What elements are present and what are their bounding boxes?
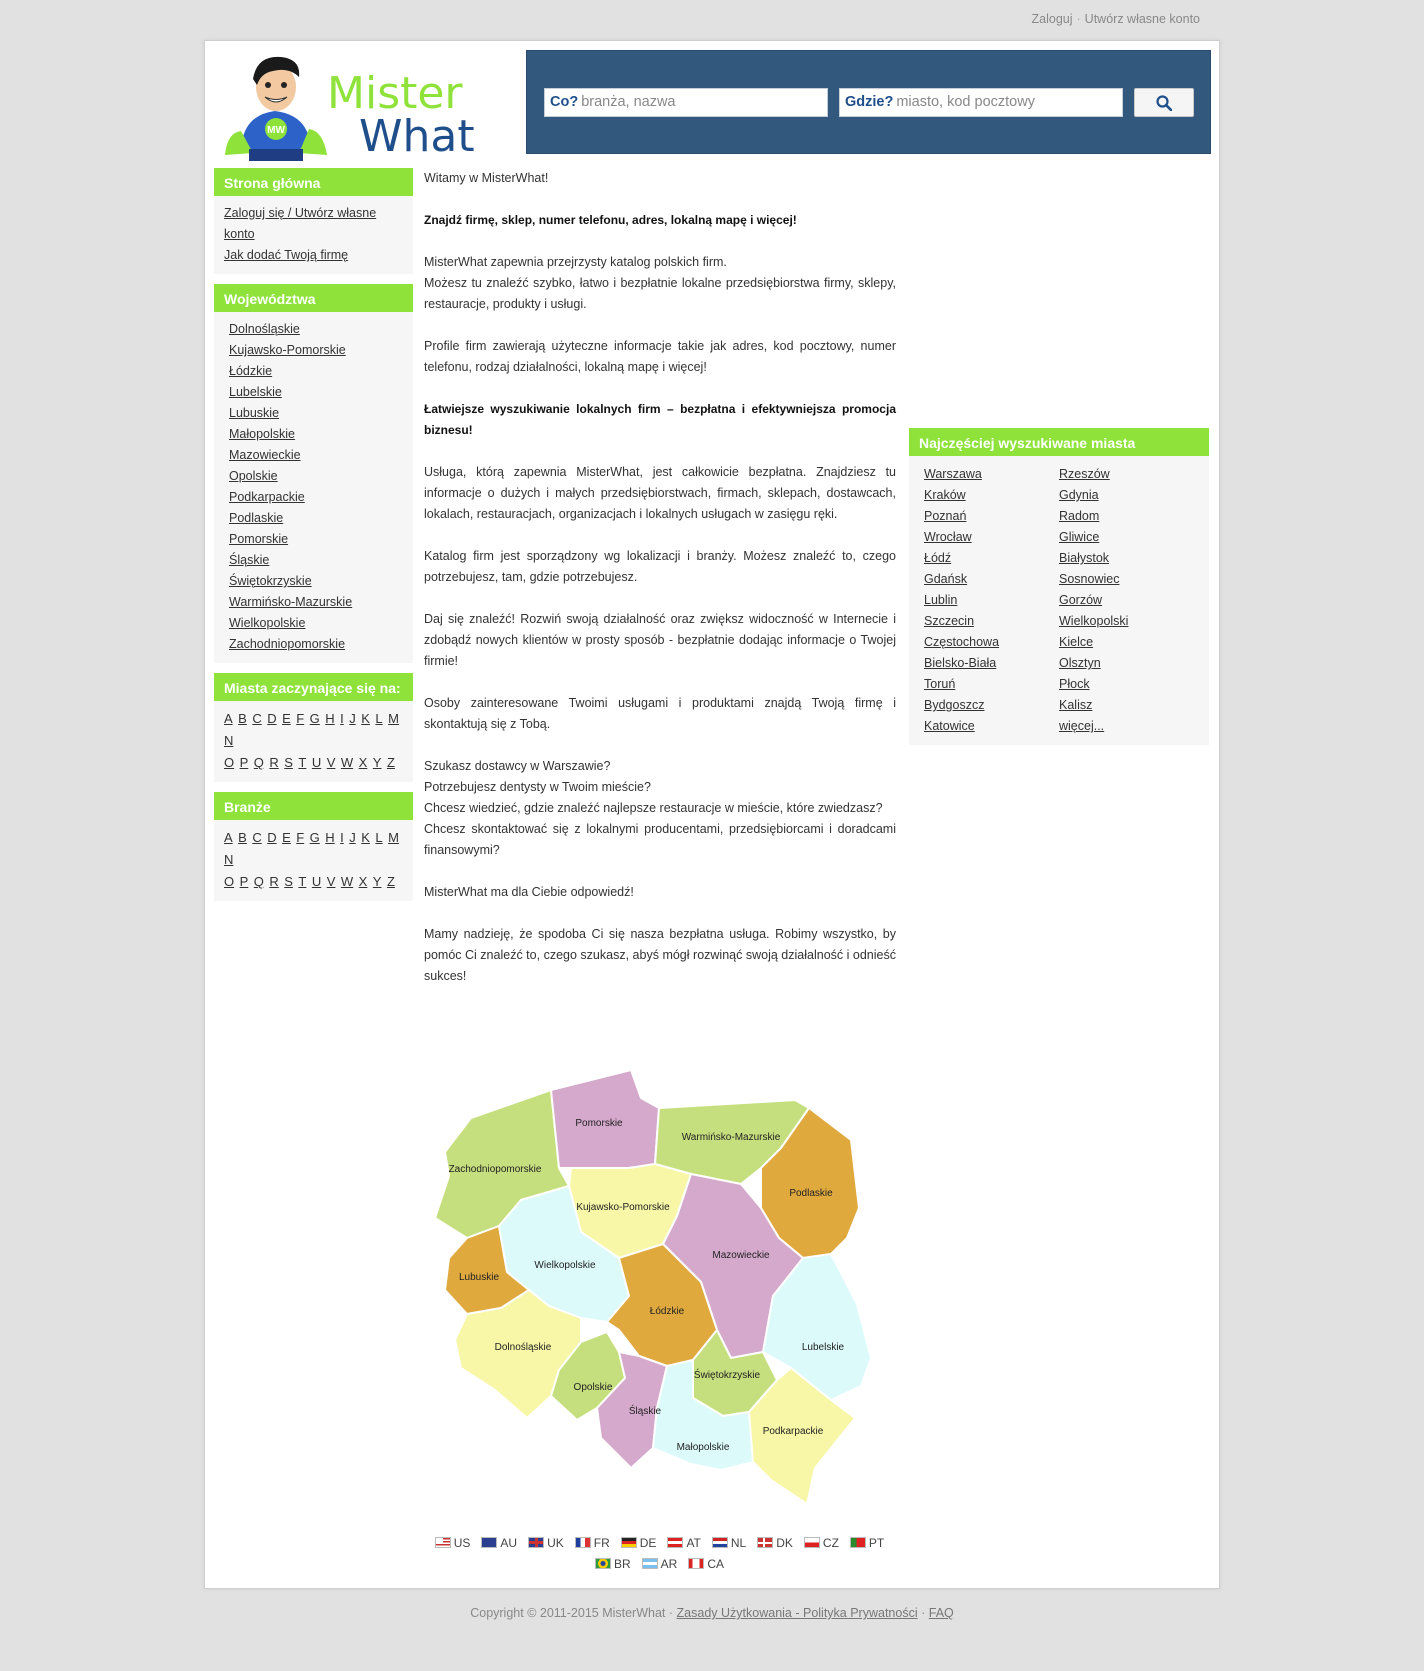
flag-link-cz[interactable] [804,1533,839,1554]
map-label-zachodniopomorskie: Zachodniopomorskie [448,1164,542,1175]
industries-letter-s[interactable]: S [284,874,293,889]
regions-box [214,284,413,663]
city-link-gliwice[interactable]: Gliwice [1059,530,1100,544]
map-label-slaskie: Śląskie [628,1406,662,1417]
cities-letter-l[interactable]: L [375,711,383,726]
list-item [229,508,403,529]
industries-letter-a[interactable]: A [224,830,233,845]
city-link-czestochowa[interactable]: Częstochowa [924,635,1000,649]
list-item [1059,611,1194,632]
country-flags [424,1533,896,1575]
list-item [229,550,403,571]
separator: · [1076,12,1081,26]
map-label-podkarpackie: Podkarpackie [762,1426,824,1437]
poland-map [431,1068,895,1514]
logo[interactable] [223,53,505,161]
faq-link[interactable]: FAQ [928,1606,954,1620]
region-link-wielkopolskie[interactable]: Wielkopolskie [229,616,306,630]
right-sidebar [909,428,1209,755]
list-item [229,634,403,655]
add-company-link[interactable]: Jak dodać Twoją firmę [224,248,349,262]
where-search-input[interactable] [839,88,1123,117]
flag-at-icon [667,1537,683,1548]
paragraph: Daj się znaleźć! Rozwiń swoją działalność oraz zwiększ widoczność w Internecie i zdobądź nowych klientów w prosty sposób - bezpłatnie dodając informacje o Twojej firmie! [424,612,896,668]
flag-label: PT [868,1536,885,1550]
create-account-link[interactable]: Utwórz własne konto [1084,12,1200,26]
industries-letter-t[interactable]: T [298,874,307,889]
industries-letter-d[interactable]: D [267,830,277,845]
logo-text-what: What [359,111,475,161]
industries-letter-c[interactable]: C [252,830,262,845]
cities-letter-i[interactable]: I [340,711,344,726]
industries-letter-f[interactable]: F [296,830,305,845]
map-label-dolnoslaskie: Dolnośląskie [494,1342,552,1353]
flag-nl-icon [712,1537,728,1548]
flag-link-nl[interactable] [712,1533,746,1554]
list-item [1059,716,1194,737]
cities-letter-m[interactable]: M [388,711,399,726]
city-link-lodz[interactable]: Łódź [924,551,952,565]
list-item [924,464,1059,485]
flag-link-dk[interactable] [757,1533,793,1554]
login-create-link[interactable]: Zaloguj się / Utwórz własne konto [224,206,377,241]
list-item [229,445,403,466]
flag-label: AT [686,1536,701,1550]
flag-link-br[interactable] [595,1554,631,1575]
industries-letter-e[interactable]: E [282,830,291,845]
list-item [229,340,403,361]
industries-letter-v[interactable]: V [326,874,336,889]
cities-letter-r[interactable]: R [269,755,279,770]
flag-link-au[interactable] [481,1533,517,1554]
city-link-kalisz[interactable]: Kalisz [1059,698,1093,712]
flag-link-uk[interactable] [528,1533,564,1554]
map-label-kujawsko-pomorskie: Kujawsko-Pomorskie [576,1202,670,1213]
industries-letter-x[interactable]: X [358,874,368,889]
promo-headline: Łatwiejsze wyszukiwanie lokalnych firm – bezpłatna i efektywniejsza promocja biznesu! [424,402,896,437]
city-link-katowice[interactable]: Katowice [924,719,975,733]
list-item [229,424,403,445]
list-item [1059,506,1194,527]
flag-pt-icon [850,1537,866,1548]
flag-dk-icon [757,1537,773,1548]
flag-label: DE [639,1536,657,1550]
cities-letter-x[interactable]: X [358,755,368,770]
list-item [1059,674,1194,695]
paragraph: Katalog firm jest sporządzony wg lokalizacji i branży. Możesz znaleźć to, czego potrzebujesz, tam, gdzie potrzebujesz. [424,549,896,584]
industries-letter-g[interactable]: G [309,830,320,845]
region-link-swietokrzyskie[interactable]: Świętokrzyskie [229,574,312,588]
city-link-sosnowiec[interactable]: Sosnowiec [1059,572,1120,586]
flag-cz-icon [804,1537,820,1548]
list-item [1059,548,1194,569]
map-label-warminsko-mazurskie: Warmińsko-Mazurskie [681,1132,781,1143]
map-label-podlaskie: Podlaskie [789,1188,833,1199]
alpha-row [224,827,403,871]
main-content [424,168,896,1571]
page-container [204,40,1220,1589]
cities-letter-u[interactable]: U [311,755,322,770]
flag-br-icon [595,1558,611,1569]
flag-ar-icon [642,1558,658,1569]
industries-letter-l[interactable]: L [375,830,383,845]
industries-letter-b[interactable]: B [238,830,247,845]
industries-letter-u[interactable]: U [311,874,322,889]
region-link-lubelskie[interactable]: Lubelskie [229,385,282,399]
list-item [229,382,403,403]
region-link-dolnoslaskie[interactable]: Dolnośląskie [229,322,300,336]
regions-list [214,312,413,663]
industries-letter-j[interactable]: J [349,830,356,845]
city-link-radom[interactable]: Radom [1059,509,1100,523]
list-item [229,487,403,508]
city-link-olsztyn[interactable]: Olsztyn [1059,656,1101,670]
list-item [1059,569,1194,590]
cities-alpha-box [214,673,413,782]
paragraph: MisterWhat zapewnia przejrzysty katalog polskich firm. Możesz tu znaleźć szybko, łatwo i bezpłatnie lokalne przedsiębiorstwa firmy, sklepy, restauracje, produkty i usługi. [424,255,896,311]
industries-alpha-box [214,792,413,901]
map-label-lubelskie: Lubelskie [801,1342,845,1353]
flag-label: NL [730,1536,747,1550]
cities-letter-k[interactable]: K [361,711,370,726]
search-icon [1156,95,1172,111]
industries-letter-q[interactable]: Q [253,874,264,889]
industries-letter-p[interactable]: P [239,874,249,889]
list-item [1059,632,1194,653]
list-item [924,695,1059,716]
cities-letter-f[interactable]: F [296,711,305,726]
flag-label: US [453,1536,471,1550]
paragraph: MisterWhat ma dla Ciebie odpowiedź! [424,885,634,899]
cities-letter-d[interactable]: D [267,711,277,726]
list-item [924,569,1059,590]
city-column [924,464,1059,737]
map-label-malopolskie: Małopolskie [676,1442,730,1453]
what-placeholder: branża, nazwa [581,94,676,110]
region-link-podkarpackie[interactable]: Podkarpackie [229,490,305,504]
list-item [1059,464,1194,485]
list-item [229,592,403,613]
cities-letter-q[interactable]: Q [253,755,264,770]
alpha-row [224,708,403,752]
left-sidebar [214,168,413,911]
cities-letter-c[interactable]: C [252,711,262,726]
home-box [214,168,413,274]
region-link-pomorskie[interactable]: Pomorskie [229,532,289,546]
flag-us-icon [435,1537,451,1548]
flag-label: FR [593,1536,610,1550]
map-label-pomorskie: Pomorskie [575,1118,623,1129]
cities-letter-h[interactable]: H [325,711,335,726]
industries-letter-h[interactable]: H [325,830,335,845]
cities-letter-n[interactable]: N [224,733,234,748]
cities-letter-a[interactable]: A [224,711,233,726]
login-link[interactable]: Zaloguj [1031,12,1073,26]
regions-box-title: Województwa [214,284,413,312]
search-bar [526,50,1211,154]
list-item [1059,485,1194,506]
list-item [924,632,1059,653]
list-item [229,361,403,382]
paragraph: Usługa, którą zapewnia MisterWhat, jest całkowicie bezpłatna. Znajdziesz tu informacje o dużych i małych przedsiębiorstwach, firmach, sklepach, dostawcach, lokalach, restauracjach, organizacjach i lokalnych usługach w zasięgu ręki. [424,465,896,521]
region-link-opolskie[interactable]: Opolskie [229,469,278,483]
list-item [1059,653,1194,674]
region-link-podlaskie[interactable]: Podlaskie [229,511,284,525]
city-link-wielkopolski[interactable]: Wielkopolski [1059,614,1129,628]
home-box-title: Strona główna [214,168,413,196]
list-item [924,548,1059,569]
paragraph: Mamy nadzieję, że spodoba Ci się nasza bezpłatna usługa. Robimy wszystko, by pomóc Ci znaleźć to, czego szukasz, abyś mógł rozwinąć swoją działalność i odnieść sukces! [424,927,896,983]
flag-fr-icon [575,1537,591,1548]
where-placeholder: miasto, kod pocztowy [896,94,1035,110]
region-link-lodzkie[interactable]: Łódzkie [229,364,273,378]
industries-letter-y[interactable]: Y [372,874,382,889]
region-link-slaskie[interactable]: Śląskie [229,553,270,567]
cities-letter-v[interactable]: V [326,755,336,770]
flag-label: AR [660,1557,678,1571]
city-link-wiecej[interactable]: więcej... [1059,719,1105,733]
list-item [924,506,1059,527]
list-item [229,613,403,634]
map-label-lodzkie: Łódzkie [649,1306,685,1317]
flag-au-icon [481,1537,497,1548]
cities-letter-p[interactable]: P [239,755,249,770]
region-link-zachodniopomorskie[interactable]: Zachodniopomorskie [229,637,346,651]
list-item [229,529,403,550]
city-link-lublin[interactable]: Lublin [924,593,958,607]
city-link-poznan[interactable]: Poznań [924,509,967,523]
list-item [1059,590,1194,611]
mascot-icon [225,57,327,161]
alpha-row [224,752,403,774]
map-label-lubuskie: Lubuskie [458,1272,500,1283]
industries-alpha-index [214,820,413,901]
paragraph: Profile firm zawierają użyteczne informacje takie jak adres, kod pocztowy, numer telefonu, rodzaj działalności, lokalną mapę i więcej! [424,339,896,374]
list-item [924,611,1059,632]
city-link-krakow[interactable]: Kraków [924,488,966,502]
city-link-rzeszow[interactable]: Rzeszów [1059,467,1110,481]
what-search-input[interactable] [544,88,828,117]
cities-letter-g[interactable]: G [309,711,320,726]
region-link-kujawsko-pomorskie[interactable]: Kujawsko-Pomorskie [229,343,346,357]
flag-label: BR [613,1557,631,1571]
region-link-lubuskie[interactable]: Lubuskie [229,406,280,420]
logo-text-mister: Mister [327,68,463,119]
industries-letter-m[interactable]: M [388,830,399,845]
terms-link[interactable]: Zasady Użytkowania - Polityka Prywatności [676,1606,918,1620]
list-item [229,319,403,340]
intro-headline: Znajdź firmę, sklep, numer telefonu, adres, lokalną mapę i więcej! [424,213,797,227]
copyright-text: Copyright © 2011-2015 MisterWhat [470,1606,666,1620]
flag-link-fr[interactable] [575,1533,610,1554]
region-link-mazowieckie[interactable]: Mazowieckie [229,448,301,462]
industries-letter-i[interactable]: I [340,830,344,845]
map-label-opolskie: Opolskie [573,1382,613,1393]
cities-alpha-title: Miasta zaczynające się na: [214,673,413,701]
list-item [924,527,1059,548]
industries-letter-z[interactable]: Z [386,874,395,889]
map-label-wielkopolskie: Wielkopolskie [534,1260,596,1271]
flag-label: CA [707,1557,724,1571]
list-item [924,653,1059,674]
industries-letter-n[interactable]: N [224,852,234,867]
separator: · [921,1606,926,1620]
search-button[interactable] [1134,88,1194,117]
region-link-warminsko-mazurskie[interactable]: Warmińsko-Mazurskie [229,595,353,609]
city-link-torun[interactable]: Toruń [924,677,956,691]
region-link-malopolskie[interactable]: Małopolskie [229,427,296,441]
city-link-plock[interactable]: Płock [1059,677,1090,691]
list-item [229,466,403,487]
list-item [924,485,1059,506]
welcome-text: Witamy w MisterWhat! [424,171,549,185]
what-label: Co? [550,94,579,110]
city-link-warszawa[interactable]: Warszawa [924,467,982,481]
list-item [924,674,1059,695]
industries-letter-r[interactable]: R [269,874,279,889]
footer [0,1606,1424,1620]
list-item [1059,695,1194,716]
flag-de-icon [621,1537,637,1548]
cities-letter-t[interactable]: T [298,755,307,770]
cities-letter-y[interactable]: Y [372,755,382,770]
city-link-gdynia[interactable]: Gdynia [1059,488,1099,502]
industries-alpha-title: Branże [214,792,413,820]
alpha-row [224,871,403,893]
flag-label: AU [500,1536,518,1550]
city-link-wroclaw[interactable]: Wrocław [924,530,972,544]
flag-link-us[interactable] [435,1533,471,1554]
industries-letter-k[interactable]: K [361,830,370,845]
cities-letter-z[interactable]: Z [386,755,395,770]
city-link-bydgoszcz[interactable]: Bydgoszcz [924,698,985,712]
city-column [1059,464,1194,737]
list-item [1059,527,1194,548]
popular-cities-title: Najczęściej wyszukiwane miasta [909,428,1209,456]
svg-text:MW: MW [267,125,285,136]
flag-ca-icon [688,1558,704,1569]
flag-uk-icon [528,1537,544,1548]
popular-cities-box [909,428,1209,745]
list-item [229,571,403,592]
city-link-gdansk[interactable]: Gdańsk [924,572,968,586]
flag-label: UK [547,1536,564,1550]
list-item [924,716,1059,737]
flag-label: CZ [822,1536,839,1550]
where-label: Gdzie? [845,94,894,110]
city-link-gorzow[interactable]: Gorzów [1059,593,1103,607]
flag-link-ar[interactable] [642,1554,678,1575]
map-label-mazowieckie: Mazowieckie [712,1250,770,1261]
city-link-bielsko-biala[interactable]: Bielsko-Biała [924,656,997,670]
flag-label: DK [776,1536,793,1550]
map-label-swietokrzyskie: Świętokrzyskie [693,1370,761,1381]
separator: · [668,1606,674,1620]
flag-link-ca[interactable] [688,1554,724,1575]
cities-letter-b[interactable]: B [238,711,247,726]
cities-letter-o[interactable]: O [224,755,235,770]
top-links [1032,12,1201,26]
cities-letter-j[interactable]: J [349,711,356,726]
list-item [924,590,1059,611]
paragraph: Osoby zainteresowane Twoimi usługami i produktami znajdą Twoją firmę i skontaktują się z Tobą. [424,696,896,731]
cities-alpha-index [214,701,413,782]
industries-letter-o[interactable]: O [224,874,235,889]
list-item [229,403,403,424]
cities-letter-s[interactable]: S [284,755,293,770]
cities-letter-w[interactable]: W [340,755,354,770]
city-link-kielce[interactable]: Kielce [1059,635,1094,649]
flag-link-at[interactable] [667,1533,700,1554]
flag-link-de[interactable] [621,1533,657,1554]
cities-letter-e[interactable]: E [282,711,291,726]
questions: Szukasz dostawcy w Warszawie? Potrzebujesz dentysty w Twoim mieście? Chcesz wiedzieć, gdzie znaleźć najlepsze restauracje w mieście, które zwiedzasz? Chcesz skontaktować się z lokalnymi producentami, przedsiębiorcami i doradcami finansowymi? [424,759,896,857]
city-link-szczecin[interactable]: Szczecin [924,614,975,628]
flag-link-pt[interactable] [850,1533,884,1554]
industries-letter-w[interactable]: W [340,874,354,889]
city-link-bialystok[interactable]: Białystok [1059,551,1110,565]
